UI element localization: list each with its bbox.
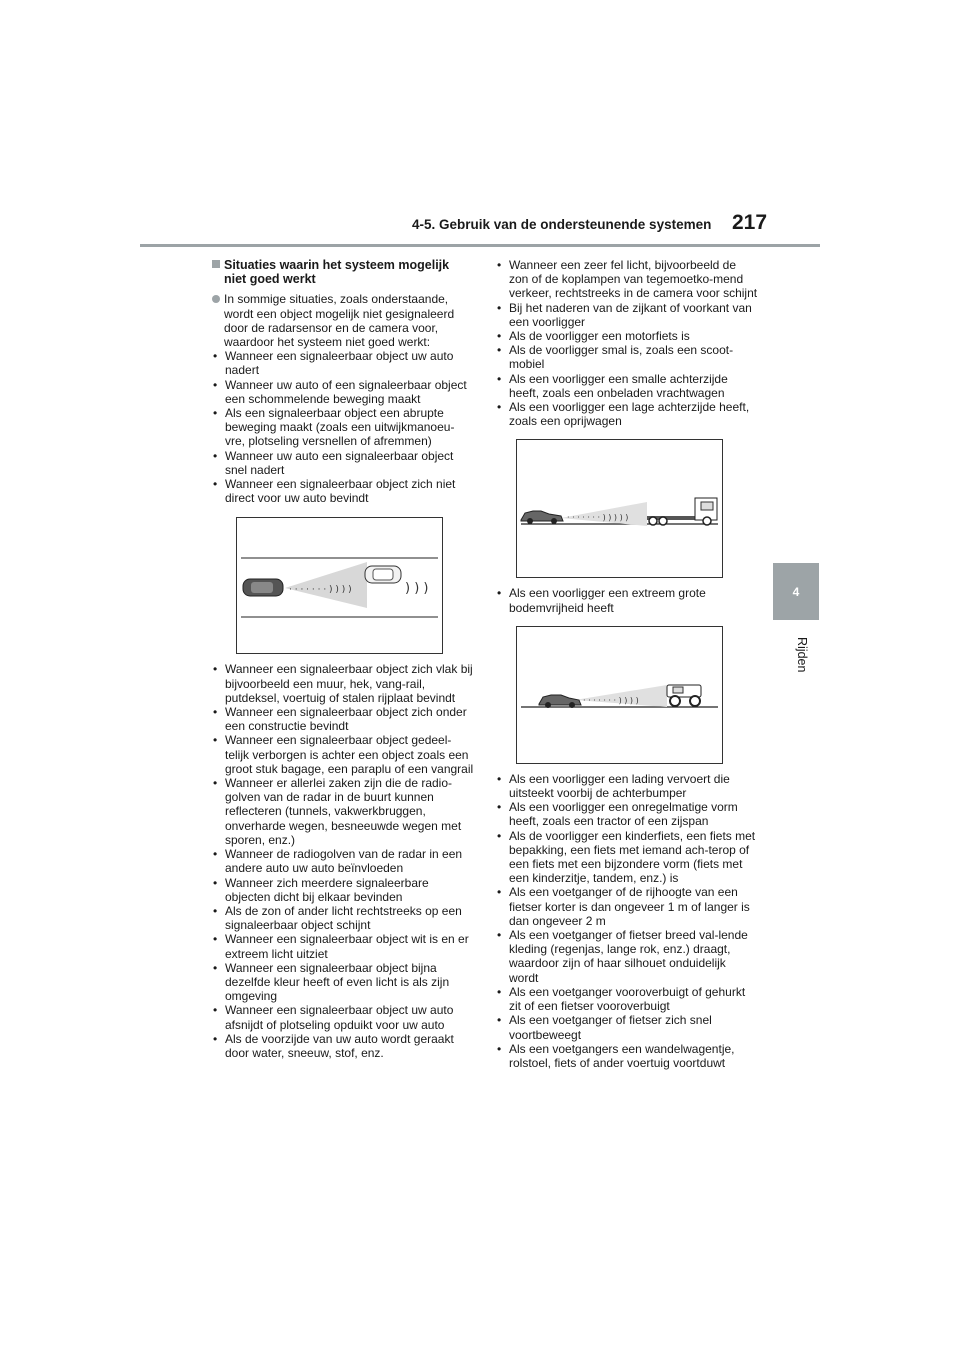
- list-item: • Als de zon of ander licht rechtstreeks op een signaleerbaar object schijnt: [212, 904, 474, 932]
- svg-text:) ) ): ) ) ): [405, 581, 429, 597]
- list-item: • Wanneer een signaleerbaar object bijna dezelfde kleur heeft of even licht is als zijn omgeving: [212, 961, 474, 1004]
- list-item: • Bij het naderen van de zijkant of voorkant van een voorligger: [496, 301, 758, 329]
- bullet-list: [496, 586, 758, 614]
- list-item: • Wanneer zich meerdere signaleerbare objecten dicht bij elkaar bevinden: [212, 876, 474, 904]
- car-trailer-truck-drawing: [517, 440, 722, 577]
- list-item: • Wanneer een signaleerbaar object gedeel-telijk verborgen is achter een object zoals een groot stuk bagage, een paraplu of een vangrail: [212, 733, 474, 776]
- list-item: • Als een voetganger of fietser breed val-lende kleding (regenjas, lange rok, enz.) draagt, waardoor zijn of haar silhouet onduidelijk wordt: [496, 928, 758, 985]
- list-item: • Als de voorligger een motorfiets is: [496, 329, 758, 343]
- section-title: 4-5. Gebruik van de ondersteunende systemen: [412, 217, 712, 232]
- list-item: • Wanneer een signaleerbaar object uw auto afsnijdt of plotseling opduikt voor uw auto: [212, 1003, 474, 1031]
- list-item: • Als een voetgangers een wandelwagentje, rolstoel, fiets of ander voertuig voortduwt: [496, 1042, 758, 1070]
- page-number: 217: [732, 211, 768, 234]
- svg-text:· · · · · · · ) ) ) ): · · · · · · · ) ) ) ): [289, 585, 352, 596]
- list-item: • Als de voorzijde van uw auto wordt geraakt door water, sneeuw, stof, enz.: [212, 1032, 474, 1060]
- offset-object-drawing: [237, 518, 442, 653]
- bullet-list: [496, 258, 758, 428]
- bullet-list: [212, 662, 474, 1060]
- list-item: • Wanneer een signaleerbaar object wit is en er extreem licht uitziet: [212, 932, 474, 960]
- section-heading: Situaties waarin het systeem mogelijk niet goed werkt: [212, 258, 474, 286]
- intro-paragraph: In sommige situaties, zoals onderstaande, wordt een object mogelijk niet gesignaleerd door de radarsensor en de camera voor, waardoor het systeem niet goed werkt:: [212, 292, 474, 349]
- bullet-list: [212, 349, 474, 505]
- list-item: • Wanneer er allerlei zaken zijn die de radio-golven van de radar in de buurt kunnen reflecteren (tunnels, vakwerkbruggen, onverharde wegen, besneeuwde wegen met sporen, enz.): [212, 776, 474, 847]
- svg-text:· · · · · · · ) ) ) ) ): · · · · · · · ) ) ) ) ): [567, 513, 629, 523]
- list-item: • Wanneer uw auto een signaleerbaar object snel nadert: [212, 449, 474, 477]
- list-item: • Wanneer uw auto of een signaleerbaar object een schommelende beweging maakt: [212, 378, 474, 406]
- left-column: [212, 258, 474, 1060]
- list-item: • Wanneer een signaleerbaar object zich onder een constructie bevindt: [212, 705, 474, 733]
- list-item: • Als een signaleerbaar object een abrupte beweging maakt (zoals een uitwijkmanoeu-vre, plotseling versnellen of afremmen): [212, 406, 474, 449]
- list-item: • Wanneer een zeer fel licht, bijvoorbeeld de zon of de koplampen van tegemoetko-mend verkeer, rechtstreeks in de camera voor schijnt: [496, 258, 758, 301]
- high-clearance-vehicle-illustration: [516, 626, 723, 764]
- chapter-tab[interactable]: [773, 563, 819, 620]
- low-rear-vehicle-illustration: [516, 439, 723, 578]
- chapter-number: 4: [792, 584, 800, 599]
- list-item: • Als een voorligger een lage achterzijde heeft, zoals een oprijwagen: [496, 400, 758, 428]
- list-item: • Wanneer een signaleerbaar object zich niet direct voor uw auto bevindt: [212, 477, 474, 505]
- list-item: • Als een voetganger of fietser zich snel voortbeweegt: [496, 1013, 758, 1041]
- list-item: • Als de voorligger smal is, zoals een scoot-mobiel: [496, 343, 758, 371]
- circle-bullet-icon: [212, 295, 220, 303]
- list-item: • Als een voetganger vooroverbuigt of gehurkt zit of een fietser vooroverbuigt: [496, 985, 758, 1013]
- list-item: • Als een voorligger een extreem grote bodemvrijheid heeft: [496, 586, 758, 614]
- square-bullet-icon: [212, 260, 220, 268]
- svg-text:· · · · · · · ) ) ) ): · · · · · · · ) ) ) ): [583, 695, 639, 705]
- car-offroad-drawing: [517, 627, 722, 763]
- bullet-list: [496, 772, 758, 1070]
- list-item: • Als een voorligger een smalle achterzijde heeft, zoals een onbeladen vrachtwagen: [496, 372, 758, 400]
- list-item: • Als een voetganger of de rijhoogte van een fietser korter is dan ongeveer 1 m of langer is dan ongeveer 2 m: [496, 885, 758, 928]
- right-column: [496, 258, 758, 1070]
- offset-object-illustration: [236, 517, 443, 654]
- list-item: • Wanneer de radiogolven van de radar in een andere auto uw auto beïnvloeden: [212, 847, 474, 875]
- chapter-label: Rijden: [795, 637, 809, 673]
- header-divider: [140, 244, 820, 247]
- list-item: • Wanneer een signaleerbaar object zich vlak bij bijvoorbeeld een muur, hek, vang-rail, putdeksel, voertuig of stalen rijplaat bevindt: [212, 662, 474, 705]
- list-item: • Als een voorligger een lading vervoert die uitsteekt voorbij de achterbumper: [496, 772, 758, 800]
- list-item: • Wanneer een signaleerbaar object uw auto nadert: [212, 349, 474, 377]
- list-item: • Als de voorligger een kinderfiets, een fiets met bepakking, een fiets met iemand ach-terop of een fiets met een bijzondere vorm (fiets met een kinderzitje, tandem, enz.) is: [496, 829, 758, 886]
- list-item: • Als een voorligger een onregelmatige vorm heeft, zoals een tractor of een zijspan: [496, 800, 758, 828]
